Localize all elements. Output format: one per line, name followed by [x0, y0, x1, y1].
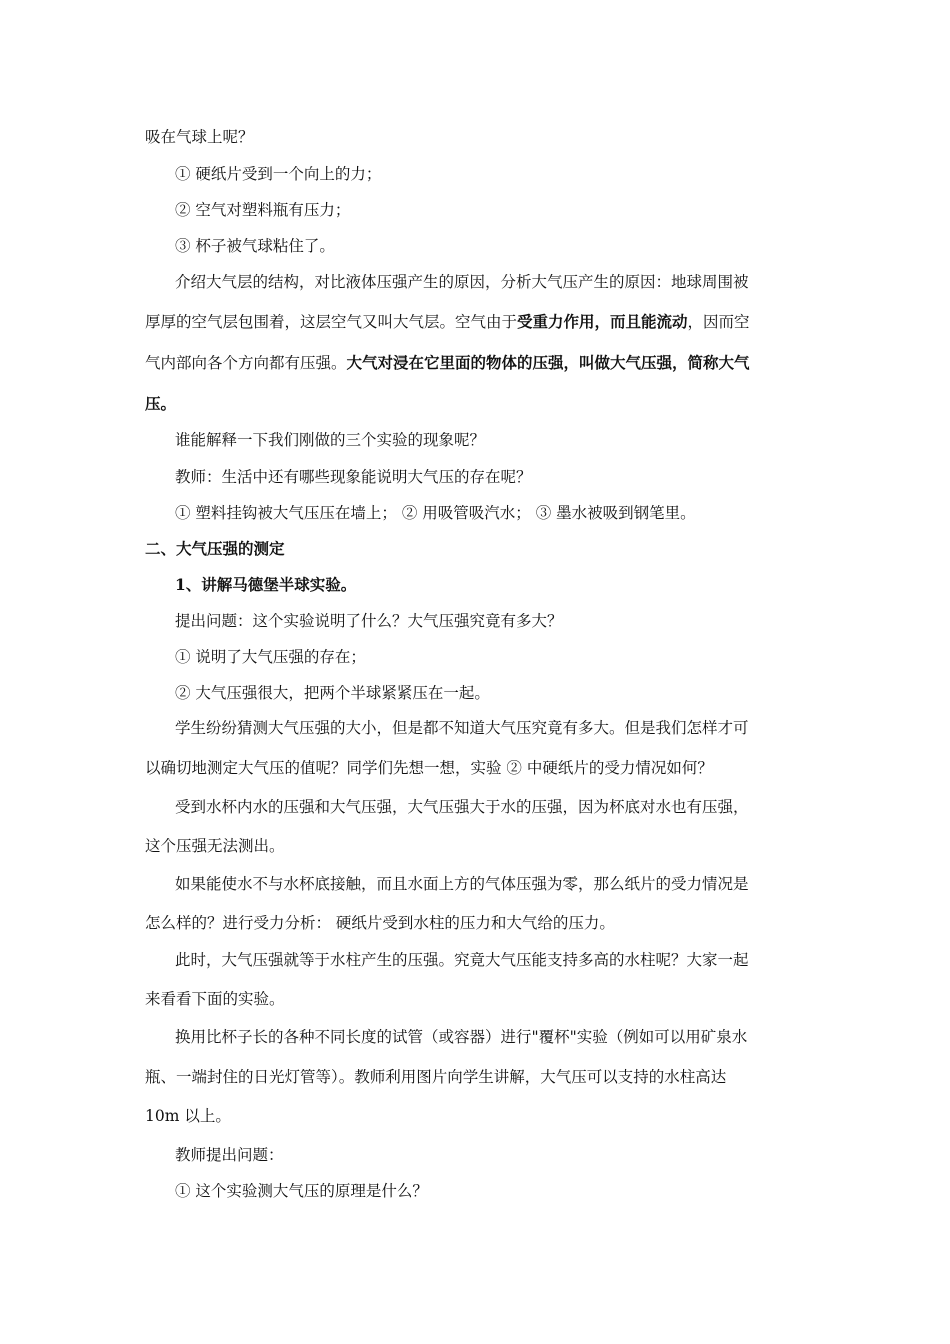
paragraph-line: 此时，大气压强就等于水柱产生的压强。究竟大气压能支持多高的水柱呢？大家一起 [175, 951, 749, 969]
subsection-heading: 1、讲解马德堡半球实验。 [175, 575, 357, 594]
paragraph-line: 这个压强无法测出。 [145, 837, 285, 855]
paragraph-line: 10m 以上。 [145, 1107, 231, 1125]
paragraph-line: 提出问题：这个实验说明了什么？大气压强究竟有多大？ [175, 612, 563, 630]
list-item: ① 说明了大气压强的存在； [175, 648, 366, 666]
paragraph-line: 介绍大气层的结构，对比液体压强产生的原因，分析大气压产生的原因：地球周围被 [175, 273, 749, 291]
list-item: ② 空气对塑料瓶有压力； [175, 201, 351, 219]
paragraph-line: 瓶、一端封住的日光灯管等）。教师利用图片向学生讲解，大气压可以支持的水柱高达 [145, 1068, 727, 1086]
paragraph-line: 教师提出问题： [175, 1146, 284, 1164]
paragraph-line: 谁能解释一下我们刚做的三个实验的现象呢？ [175, 431, 486, 449]
paragraph-line: 怎么样的？进行受力分析： 硬纸片受到水柱的压力和大气给的压力。 [145, 914, 615, 932]
paragraph-line [145, 312, 750, 332]
list-item: ① 硬纸片受到一个向上的力； [175, 165, 382, 183]
paragraph-text: 厚厚的空气层包围着，这层空气又叫大气层。空气由于 [145, 313, 518, 331]
paragraph-line: 来看看下面的实验。 [145, 990, 285, 1008]
paragraph-line: 以确切地测定大气压的值呢？同学们先想一想，实验 ② 中硬纸片的受力情况如何？ [145, 759, 713, 777]
paragraph-line: 换用比杯子长的各种不同长度的试管（或容器）进行"覆杯"实验（例如可以用矿泉水 [175, 1028, 748, 1046]
text-line: 吸在气球上呢？ [145, 128, 254, 146]
bold-text: 压。 [145, 394, 177, 413]
bold-text: 大气对浸在它里面的物体的压强，叫做大气压强，简称大气 [346, 353, 750, 372]
paragraph-line: 学生纷纷猜测大气压强的大小，但是都不知道大气压究竟有多大。但是我们怎样才可 [175, 719, 749, 737]
paragraph-line: 如果能使水不与水杯底接触，而且水面上方的气体压强为零，那么纸片的受力情况是 [175, 875, 749, 893]
paragraph-text: 气内部向各个方向都有压强。 [145, 354, 347, 372]
paragraph-line: 教师：生活中还有哪些现象能说明大气压的存在呢？ [175, 468, 532, 486]
list-item: ② 大气压强很大，把两个半球紧紧压在一起。 [175, 684, 490, 702]
paragraph-text: ，因而空 [687, 313, 750, 331]
bold-text: 受重力作用，而且能流动 [517, 312, 688, 331]
section-heading: 二、大气压强的测定 [145, 539, 285, 558]
list-item: ③ 杯子被气球粘住了。 [175, 237, 335, 255]
paragraph-line: 受到水杯内水的压强和大气压强，大气压强大于水的压强，因为杯底对水也有压强， [175, 798, 749, 816]
list-item: ① 这个实验测大气压的原理是什么？ [175, 1182, 428, 1200]
list-item: ① 塑料挂钩被大气压压在墙上； ② 用吸管吸汽水； ③ 墨水被吸到钢笔里。 [175, 504, 696, 522]
paragraph-line [145, 353, 750, 373]
